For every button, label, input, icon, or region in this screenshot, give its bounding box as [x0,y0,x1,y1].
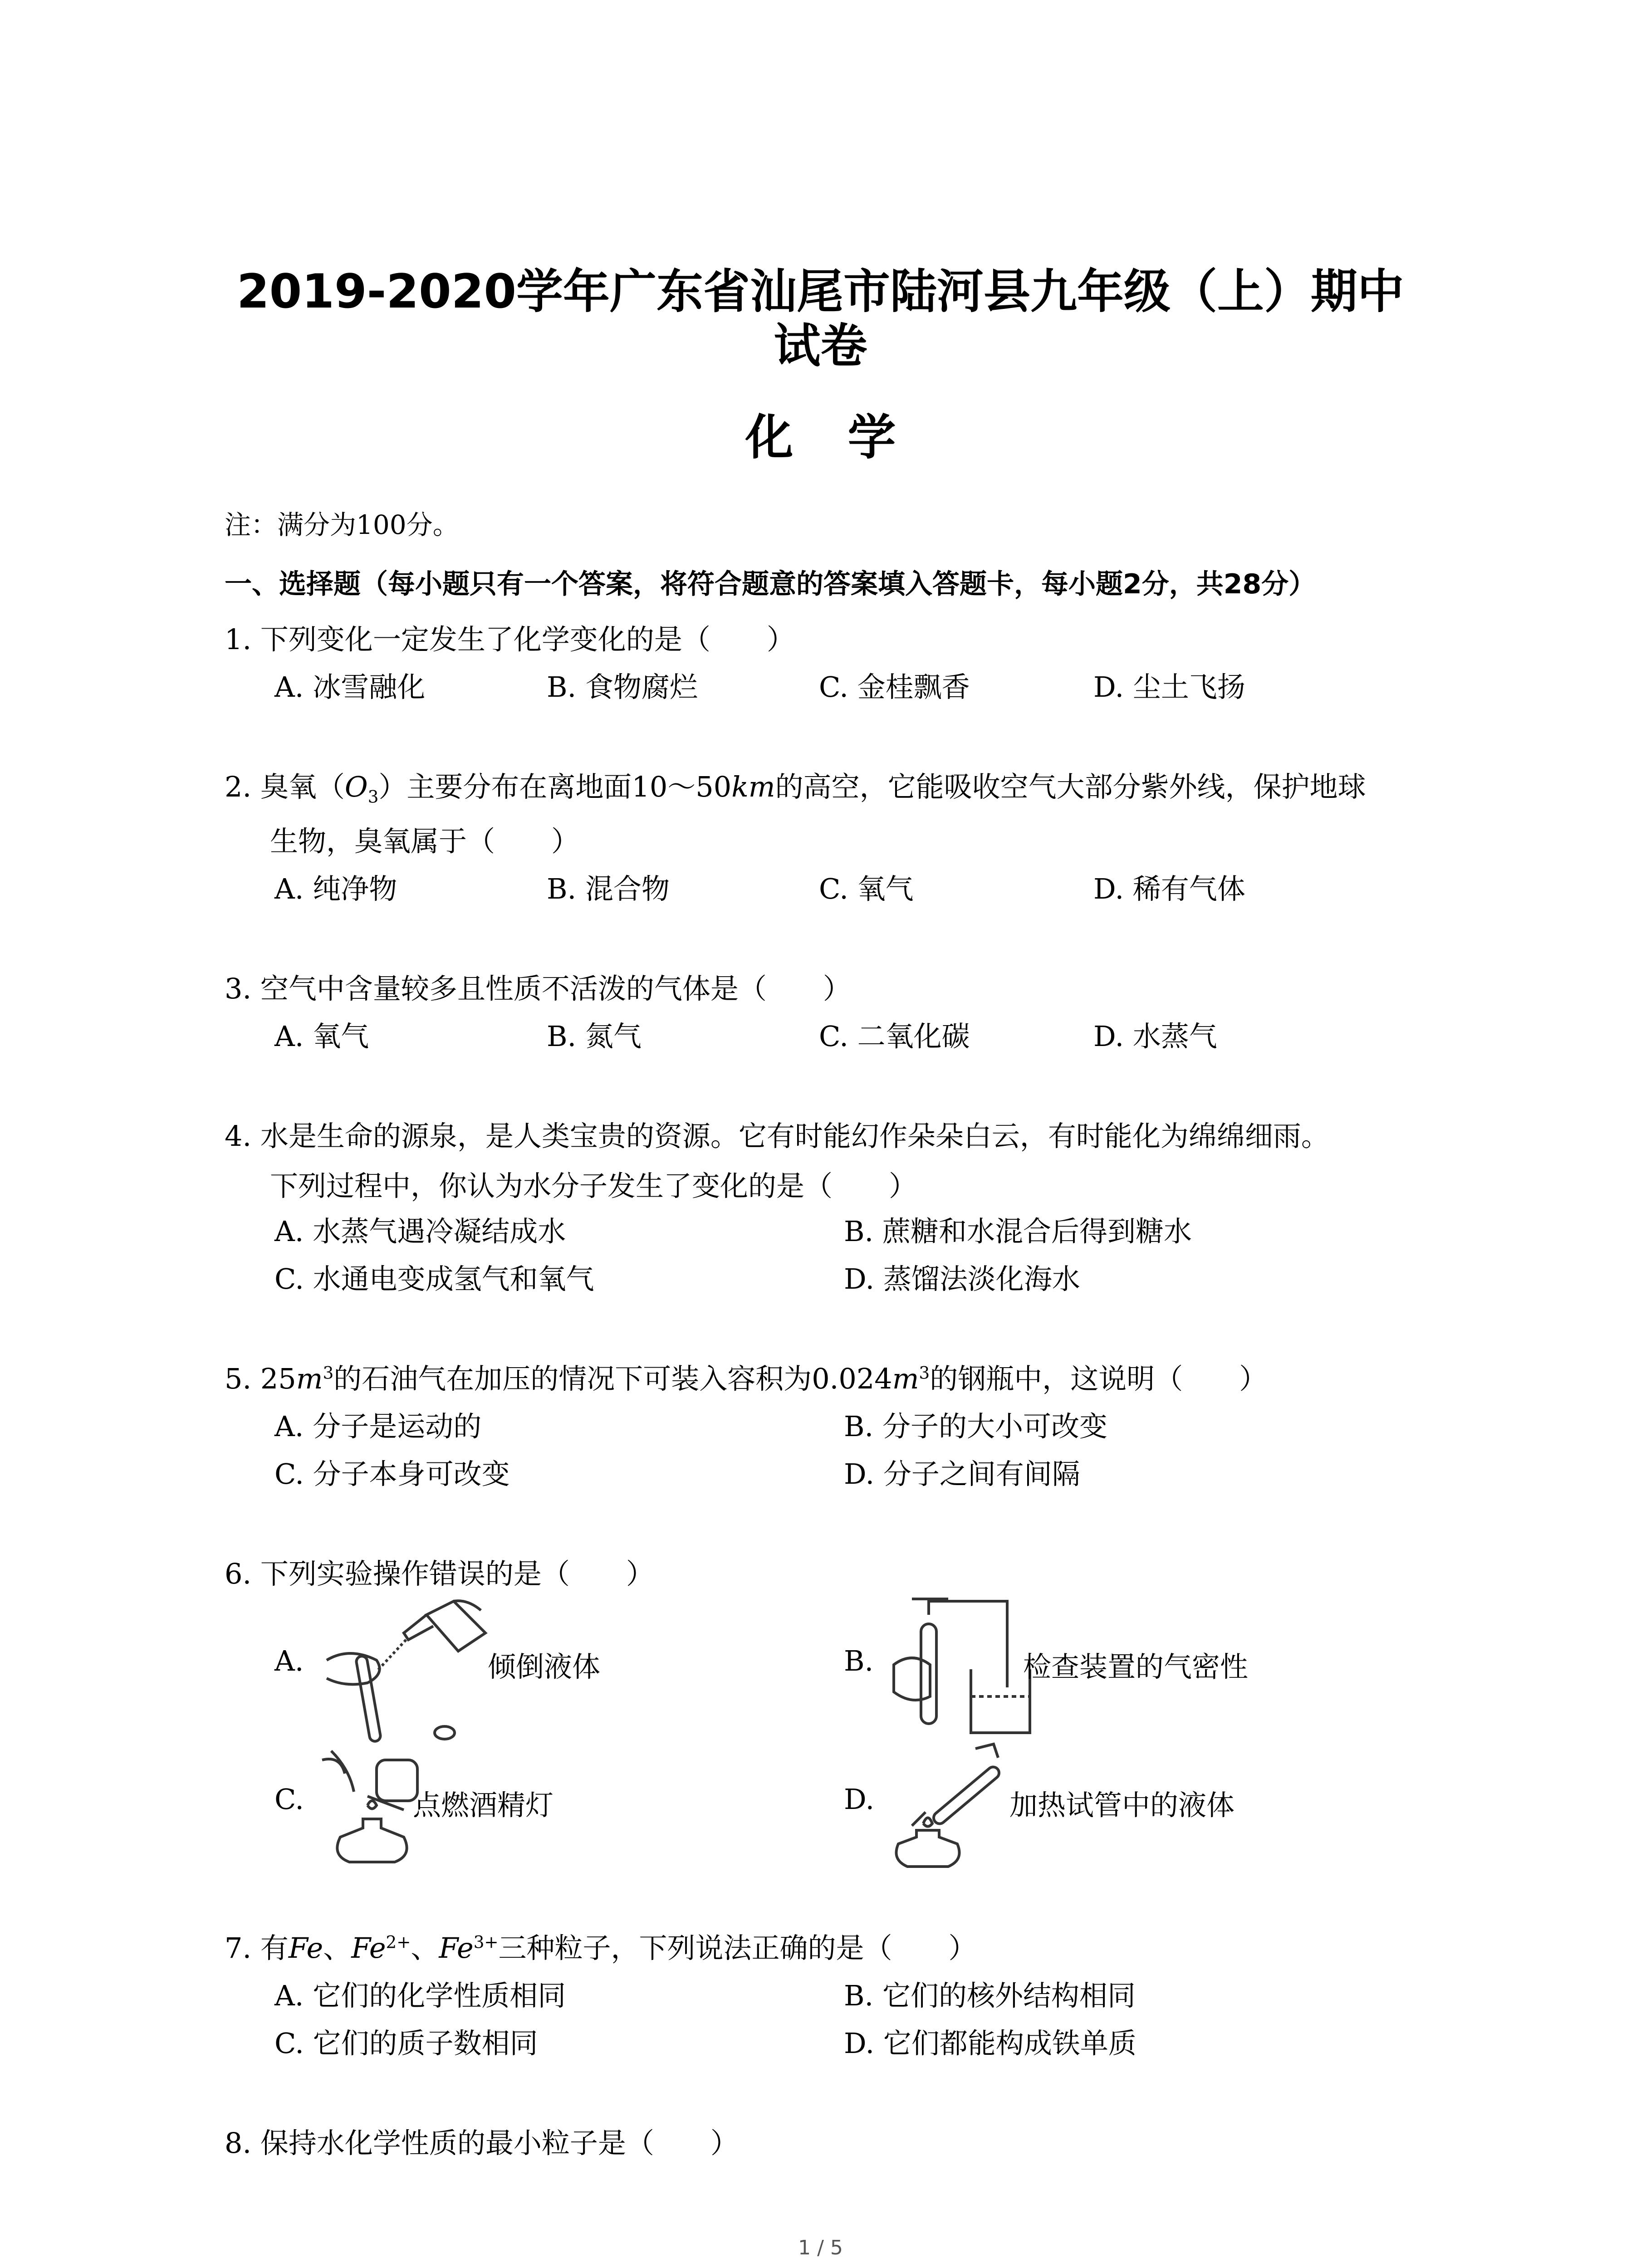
q3-option-a: A. 氧气 [274,1020,369,1053]
q6-option-c-letter: C. [274,1783,304,1816]
question-2-stem: 2. 臭氧$(O_3)$主要分布在离地面10～50km的高空，它能吸收空气大部分紫外线，保护地球 [225,770,1366,807]
question-2-stem-line2: 生物，臭氧属于（ ） [270,825,580,858]
q2-option-b: B. 混合物 [547,872,670,905]
q6-option-a-letter: A. [274,1644,304,1677]
q1-option-d: D. 尘土飞扬 [1093,670,1245,704]
question-8-stem: 8. 保持水化学性质的最小粒子是（ ） [225,2126,739,2160]
q5-option-b: B. 分子的大小可改变 [844,1410,1107,1443]
question-6-stem: 6. 下列实验操作错误的是（ ） [225,1557,654,1590]
q4-option-d: D. 蒸馏法淡化海水 [844,1262,1080,1295]
alcohol-lamp-lighting-illustration [313,1742,426,1869]
q1-option-b: B. 食物腐烂 [547,670,698,704]
question-4-stem: 4. 水是生命的源泉，是人类宝贵的资源。它有时能幻作朵朵白云，有时能化为绵绵细雨。 [225,1119,1329,1153]
q1-option-a: A. 冰雪融化 [274,670,426,704]
q1-option-c: C. 金桂飘香 [819,670,970,704]
q7-option-c: C. 它们的质子数相同 [274,2027,538,2060]
question-7-stem: 7. 有Fe、$Fe^{2+}$、$Fe^{3+}$三种粒子，下列说法正确的是（ ） [225,1931,977,1965]
q7-option-a: A. 它们的化学性质相同 [274,1979,566,2012]
q6-option-c-text: 点燃酒精灯 [413,1789,554,1822]
q6-option-d-text: 加热试管中的液体 [1009,1789,1235,1822]
q4-option-c: C. 水通电变成氢气和氧气 [274,1262,594,1295]
q3-option-b: B. 氮气 [547,1020,642,1053]
q7-option-d: D. 它们都能构成铁单质 [844,2027,1136,2060]
subject-title: 化学 [745,410,950,465]
question-3-stem: 3. 空气中含量较多且性质不活泼的气体是（ ） [225,972,851,1005]
q4-option-b: B. 蔗糖和水混合后得到糖水 [844,1215,1192,1248]
page-number: 1 / 5 [798,2236,843,2259]
q5-option-a: A. 分子是运动的 [274,1410,482,1443]
question-1-stem: 1. 下列变化一定发生了化学变化的是（ ） [225,623,795,656]
title-line-2: 试卷 [774,319,867,373]
q6-option-b-text: 检查装置的气密性 [1023,1650,1249,1683]
q2-option-a: A. 纯净物 [274,872,397,905]
q6-option-d-letter: D. [844,1783,875,1816]
q5-option-d: D. 分子之间有间隔 [844,1457,1080,1491]
q7-option-b: B. 它们的核外结构相同 [844,1979,1136,2012]
airtightness-check-illustration [885,1597,1034,1746]
section-heading: 一、选择题（每小题只有一个答案，将符合题意的答案填入答题卡，每小题2分，共28分） [225,568,1316,600]
q3-option-c: C. 二氧化碳 [819,1020,970,1053]
q2-option-c: C. 氧气 [819,872,914,905]
question-4-stem-line2: 下列过程中，你认为水分子发生了变化的是（ ） [270,1169,917,1202]
note: 注：满分为100分。 [225,509,459,540]
question-5-stem: 5. $25m^3$的石油气在加压的情况下可装入容积为$0.024m^3$的钢瓶中，这说明（ ） [225,1362,1268,1395]
q6-option-a-text: 倾倒液体 [488,1650,601,1683]
q3-option-d: D. 水蒸气 [1093,1020,1217,1053]
q6-option-b-letter: B. [844,1644,874,1677]
title-line-1: 2019-2020学年广东省汕尾市陆河县九年级（上）期中 [236,264,1405,319]
heating-test-tube-illustration [885,1740,1007,1871]
q4-option-a: A. 水蒸气遇冷凝结成水 [274,1215,566,1248]
q5-option-c: C. 分子本身可改变 [274,1457,510,1491]
q2-option-d: D. 稀有气体 [1093,872,1245,905]
pouring-liquid-illustration [318,1597,499,1746]
